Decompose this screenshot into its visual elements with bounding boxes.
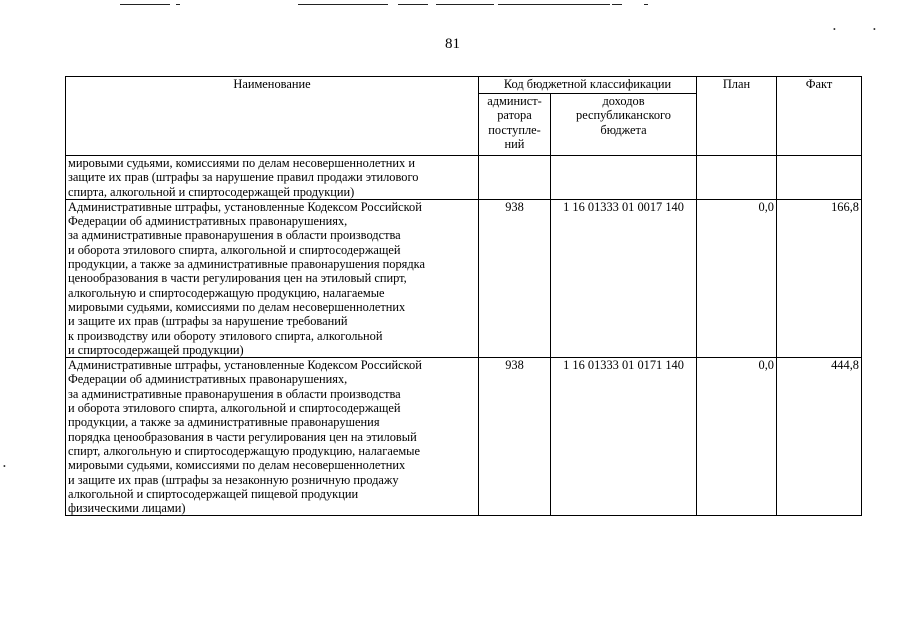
row-name: мировыми судьями, комиссиями по делам несовершеннолетних и защите их прав (штрафы за нарушение правил продажи этилового спирта, алкогольной и спиртосодержащей продукции): [66, 156, 479, 200]
scan-speck: •: [873, 25, 876, 34]
row-income-code: 1 16 01333 01 0017 140: [551, 199, 697, 357]
row-income-code: 1 16 01333 01 0171 140: [551, 358, 697, 516]
row-plan: 0,0: [697, 358, 777, 516]
row-admin-code: [479, 156, 551, 200]
scan-line: [176, 4, 180, 5]
table-row: [66, 358, 862, 516]
table-row: [66, 199, 862, 357]
page-number: 81: [445, 36, 460, 52]
row-income-code: [551, 156, 697, 200]
header-plan: План: [697, 77, 777, 156]
scan-line: [298, 4, 388, 5]
row-admin-code: 938: [479, 358, 551, 516]
budget-table: [65, 76, 862, 516]
scan-speck: •: [833, 25, 836, 34]
scan-line: [120, 4, 170, 5]
header-row: [66, 77, 862, 94]
header-admin: админист- ратора поступле- ний: [479, 94, 551, 156]
row-plan: 0,0: [697, 199, 777, 357]
table-row: [66, 156, 862, 200]
scan-line: [436, 4, 494, 5]
header-income: доходов республиканского бюджета: [551, 94, 697, 156]
row-plan: [697, 156, 777, 200]
row-fact: [777, 156, 862, 200]
row-admin-code: 938: [479, 199, 551, 357]
header-budget-code: Код бюджетной классификации: [479, 77, 697, 94]
header-fact: Факт: [777, 77, 862, 156]
row-name: Административные штрафы, установленные Кодексом Российской Федерации об административных правонарушениях, за административные правонарушения в области производства и оборота этилового спирта, алкогольной и спиртосодержащей продукции, а также за административные правонарушения порядка ценообразования в части регулирования цен на этиловый спирт, алкогольную и спиртосодержащую продукцию, налагаемые мировыми судьями, комиссиями по делам несовершеннолетних и защите их прав (штрафы за незаконную розничную продажу алкогольной и спиртосодержащей пищевой продукции физическими лицами): [66, 358, 479, 516]
scan-line: [498, 4, 610, 5]
row-name: Административные штрафы, установленные Кодексом Российской Федерации об административных правонарушениях, за административные правонарушения в области производства и оборота этилового спирта, алкогольной и спиртосодержащей продукции, а также за административные правонарушения порядка ценообразования в части регулирования цен на этиловый спирт, алкогольную и спиртосодержащую продукцию, налагаемые мировыми судьями, комиссиями по делам несовершеннолетних и защите их прав (штрафы за нарушение требований к производству или обороту этилового спирта, алкогольной и спиртосодержащей продукции): [66, 199, 479, 357]
header-name: Наименование: [66, 77, 479, 156]
scan-line: [644, 4, 648, 5]
scan-speck: •: [3, 462, 6, 471]
row-fact: 444,8: [777, 358, 862, 516]
scan-line: [398, 4, 428, 5]
row-fact: 166,8: [777, 199, 862, 357]
scan-line: [612, 4, 622, 5]
